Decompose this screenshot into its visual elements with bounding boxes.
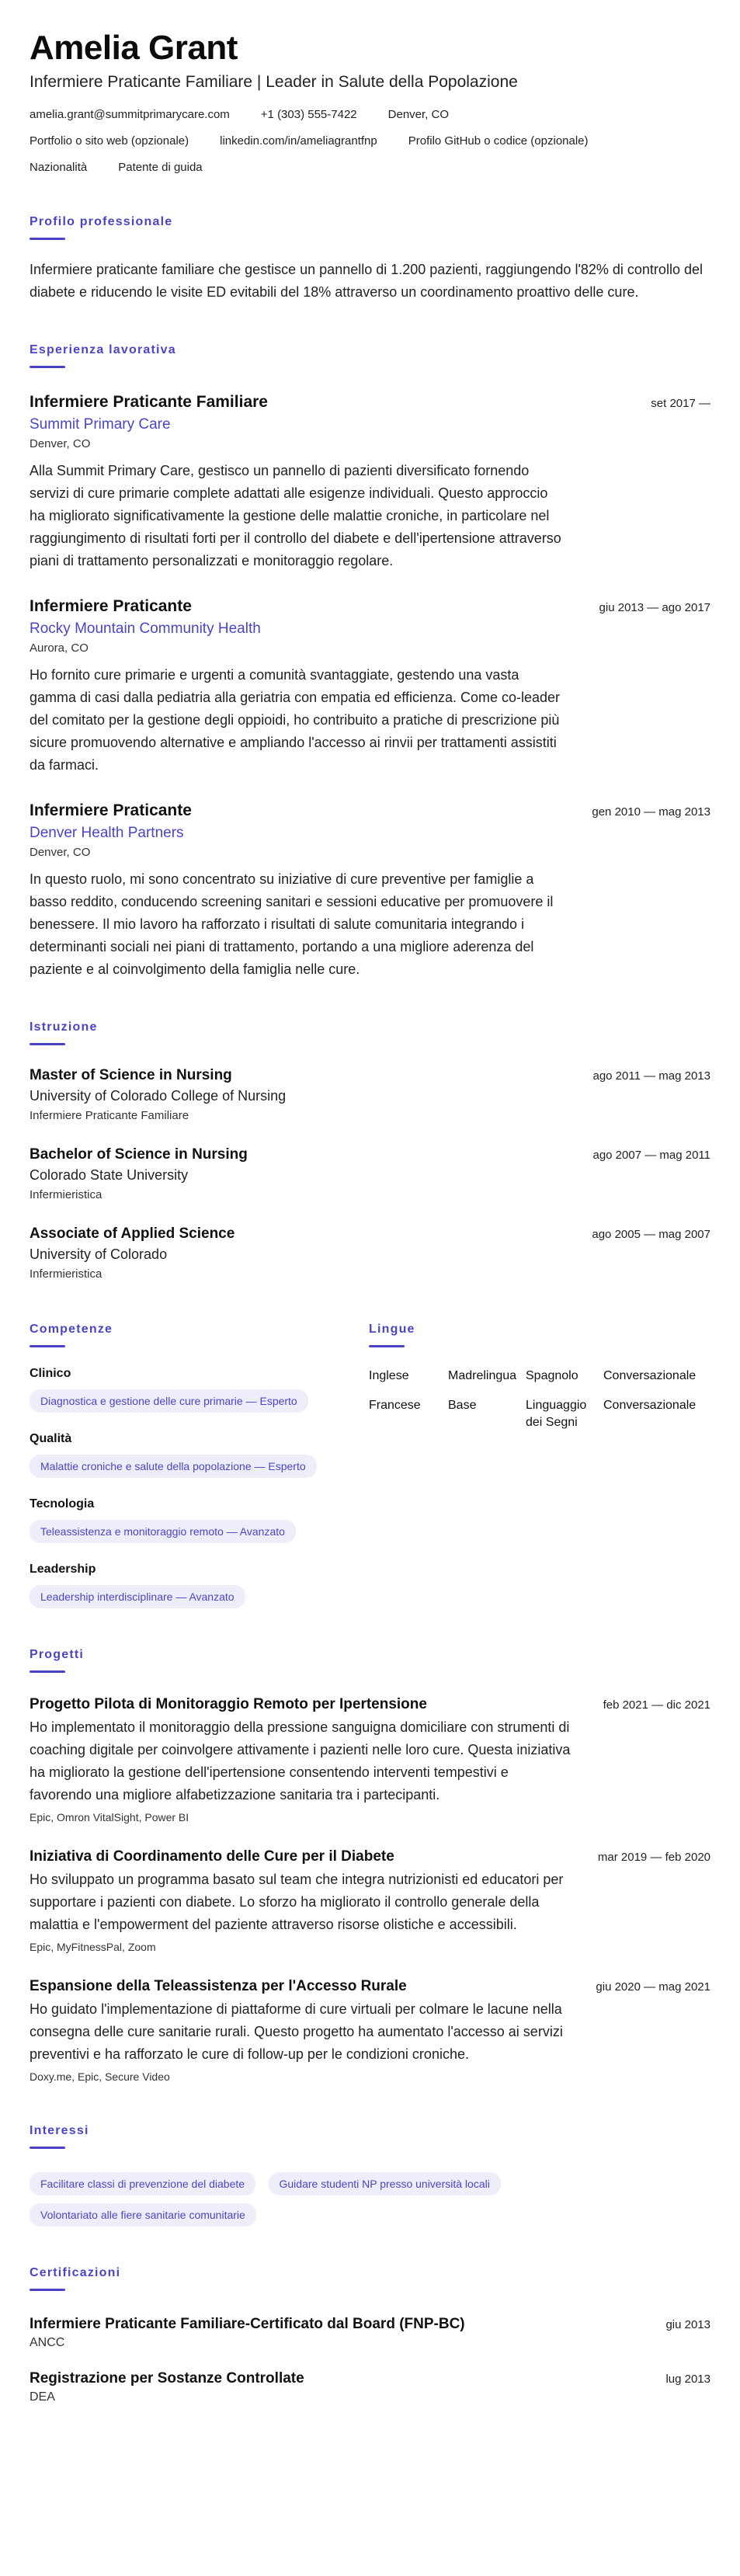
experience-section	[30, 342, 710, 981]
section-title-languages: Lingue	[369, 1323, 415, 1336]
certification-issuer: DEA	[30, 2390, 55, 2404]
education-field: Infermieristica	[30, 1188, 102, 1201]
job-company: Summit Primary Care	[30, 416, 171, 433]
contact-portfolio[interactable]: Portfolio o sito web (opzionale)	[30, 134, 189, 148]
education-school: University of Colorado	[30, 1246, 168, 1262]
section-divider	[30, 366, 65, 368]
skill-group	[30, 1497, 369, 1543]
education-degree: Bachelor of Science in Nursing	[30, 1146, 248, 1163]
section-divider	[30, 1670, 65, 1673]
job-description: In questo ruolo, mi sono concentrato su iniziative di cure preventive per famiglie a basso reddito, conducendo screening sanitari e sessioni educative per promuovere il benessere. Il mio lavoro ha rafforzato i risultati di salute comunitaria integrando i determinanti sociali nei piani di trattamento, portando a una migliore aderenza del paziente e al coinvolgimento della famiglia nelle cure.	[30, 871, 554, 977]
interests-section	[30, 2123, 710, 2227]
project-entry	[30, 1847, 710, 1955]
contact-linkedin[interactable]: linkedin.com/in/ameliagrantfnp	[220, 134, 377, 148]
project-entry	[30, 1976, 710, 2084]
skills-section	[30, 1322, 369, 1608]
education-degree: Master of Science in Nursing	[30, 1067, 232, 1083]
section-title-profile: Profilo professionale	[30, 215, 173, 228]
certification-entry	[30, 2369, 710, 2406]
profile-section	[30, 214, 710, 304]
project-title: Espansione della Teleassistenza per l'Accesso Rurale	[30, 1978, 407, 1994]
skill-pill: Leadership interdisciplinare — Avanzato	[30, 1585, 245, 1608]
profile-summary: Infermiere praticante familiare che gestisce un pannello di 1.200 pazienti, raggiungendo l'82% di controllo del diabete e riducendo le visite ED evitabili del 18% attraverso un coordinamento proattivo delle cure.	[30, 262, 703, 300]
job-description: Ho fornito cure primarie e urgenti a comunità svantaggiate, gestendo una vasta gamma di casi dalla pediatria alla geriatria con empatia ed efficienza. Come co-leader del comitato per la gestione degli oppioidi, ho contribuito a pratiche di prescrizione più sicure promuovendo alternative e ampliando l'accesso ai rinvii per trattamenti assistiti da farmaci.	[30, 667, 561, 773]
contact-location: Denver, CO	[387, 108, 450, 121]
education-date: ago 2007 — mag 2011	[592, 1149, 710, 1162]
certification-title: Infermiere Praticante Familiare-Certificato dal Board (FNP-BC)	[30, 2316, 465, 2332]
job-date: giu 2013 — ago 2017	[599, 601, 710, 614]
skill-group	[30, 1366, 369, 1413]
section-divider	[369, 1345, 405, 1347]
job-company: Rocky Mountain Community Health	[30, 621, 261, 637]
language-row	[369, 1397, 710, 1431]
section-divider	[30, 1043, 65, 1045]
contact-nationality: Nazionalità	[30, 161, 88, 174]
project-title: Progetto Pilota di Monitoraggio Remoto per Ipertensione	[30, 1696, 427, 1712]
education-degree: Associate of Applied Science	[30, 1225, 235, 1242]
skill-group	[30, 1431, 369, 1478]
job-entry	[30, 391, 710, 572]
job-company: Denver Health Partners	[30, 825, 184, 841]
education-school: University of Colorado College of Nursing	[30, 1088, 287, 1104]
job-location: Denver, CO	[30, 437, 91, 450]
education-date: ago 2005 — mag 2007	[592, 1228, 710, 1241]
project-title: Iniziativa di Coordinamento delle Cure per il Diabete	[30, 1848, 394, 1865]
section-title-certifications: Certificazioni	[30, 2266, 121, 2279]
job-date: gen 2010 — mag 2013	[592, 805, 710, 819]
section-divider	[30, 1345, 65, 1347]
section-divider	[30, 2147, 65, 2149]
language-name: Spagnolo	[526, 1369, 578, 1382]
project-description: Ho implementato il monitoraggio della pressione sanguigna domiciliare con strumenti di coaching digitale per coinvolgere attivamente i pazienti nelle loro cure. Questa iniziativa ha migliorato la gestione dell'ipertensione consentendo interventi tempestivi e favorendo una migliore alfabetizzazione sanitaria tra i partecipanti.	[30, 1719, 571, 1803]
job-entry	[30, 596, 710, 777]
project-tools: Doxy.me, Epic, Secure Video	[30, 2070, 170, 2083]
projects-section	[30, 1647, 710, 2084]
job-title: Infermiere Praticante Familiare	[30, 393, 268, 411]
education-entry	[30, 1145, 710, 1204]
job-description: Alla Summit Primary Care, gestisco un pannello di pazienti diversificato fornendo servizi di cure primarie complete adattati alle esigenze individuali. Questo approccio ha migliorato significativamente la gestione delle malattie croniche, in particolare nel raggiungimento di risultati forti per il controllo del diabete e dell'ipertensione attraverso piani di trattamento personalizzati e monitoraggio regolare.	[30, 463, 561, 568]
languages-table	[369, 1368, 710, 1431]
section-title-interests: Interessi	[30, 2124, 89, 2137]
project-tools: Epic, Omron VitalSight, Power BI	[30, 1811, 189, 1823]
section-divider	[30, 2289, 65, 2291]
skill-category: Tecnologia	[30, 1497, 95, 1510]
language-name: Francese	[369, 1399, 421, 1412]
project-entry	[30, 1695, 710, 1825]
resume-header	[30, 28, 710, 176]
contact-driving-license: Patente di guida	[118, 161, 203, 174]
contact-phone[interactable]: +1 (303) 555-7422	[260, 108, 357, 121]
skills-languages-row	[30, 1322, 710, 1608]
language-name: Inglese	[369, 1369, 409, 1382]
skill-pill: Diagnostica e gestione delle cure primarie — Esperto	[30, 1389, 308, 1413]
language-level: Madrelingua	[448, 1369, 517, 1382]
contact-row-2	[30, 134, 710, 149]
certifications-section	[30, 2265, 710, 2406]
project-description: Ho guidato l'implementazione di piattaforme di cure virtuali per colmare le lacune nella consegna delle cure sanitarie rurali. Questo progetto ha aumentato l'accesso ai servizi preventivi e ha rafforzato le cure di follow-up per le condizioni croniche.	[30, 2001, 563, 2062]
candidate-name: Amelia Grant	[30, 29, 238, 67]
certification-issuer: ANCC	[30, 2336, 65, 2349]
project-description: Ho sviluppato un programma basato sul team che integra nutrizionisti ed educatori per supportare i pazienti con diabete. Lo sforzo ha migliorato il controllo generale della malattia e l'empowerment del paziente attraverso risorse olistiche e accessibili.	[30, 1872, 564, 1932]
education-field: Infermiere Praticante Familiare	[30, 1109, 189, 1122]
section-title-experience: Esperienza lavorativa	[30, 343, 176, 356]
education-field: Infermieristica	[30, 1267, 102, 1281]
project-date: mar 2019 — feb 2020	[597, 1851, 710, 1864]
candidate-headline: Infermiere Praticante Familiare | Leader in Salute della Popolazione	[30, 73, 518, 91]
certification-date: lug 2013	[665, 2373, 710, 2386]
section-title-projects: Progetti	[30, 1648, 85, 1661]
education-entry	[30, 1224, 710, 1283]
contact-row-3	[30, 160, 710, 176]
language-row	[369, 1368, 710, 1385]
language-level: Conversazionale	[603, 1399, 697, 1412]
contact-row-1	[30, 107, 710, 123]
job-entry	[30, 800, 710, 981]
job-date: set 2017 —	[651, 397, 710, 410]
job-title: Infermiere Praticante	[30, 801, 192, 819]
contact-github[interactable]: Profilo GitHub o codice (opzionale)	[408, 134, 589, 148]
certification-title: Registrazione per Sostanze Controllate	[30, 2370, 304, 2387]
project-date: giu 2020 — mag 2021	[596, 1980, 710, 1994]
project-date: feb 2021 — dic 2021	[603, 1698, 710, 1712]
language-name: Linguaggio dei Segni	[526, 1399, 587, 1429]
skill-category: Qualità	[30, 1432, 72, 1445]
education-date: ago 2011 — mag 2013	[592, 1069, 710, 1083]
certification-date: giu 2013	[665, 2318, 710, 2331]
skill-group	[30, 1562, 369, 1608]
education-section	[30, 1020, 710, 1283]
education-entry	[30, 1066, 710, 1125]
interest-pill: Volontariato alle fiere sanitarie comunitarie	[30, 2203, 256, 2227]
interests-list	[30, 2164, 589, 2227]
section-divider	[30, 238, 65, 240]
skill-pill: Malattie croniche e salute della popolazione — Esperto	[30, 1455, 317, 1478]
skill-category: Leadership	[30, 1563, 96, 1576]
language-level: Conversazionale	[603, 1369, 697, 1382]
certification-entry	[30, 2314, 710, 2352]
languages-section	[369, 1322, 710, 1608]
job-location: Aurora, CO	[30, 641, 89, 655]
education-school: Colorado State University	[30, 1167, 189, 1183]
job-location: Denver, CO	[30, 846, 91, 859]
interest-pill: Guidare studenti NP presso università locali	[269, 2172, 501, 2195]
contact-email[interactable]: amelia.grant@summitprimarycare.com	[30, 108, 230, 121]
skill-category: Clinico	[30, 1367, 71, 1380]
skill-pill: Teleassistenza e monitoraggio remoto — Avanzato	[30, 1520, 296, 1543]
language-level: Base	[448, 1399, 477, 1412]
job-title: Infermiere Praticante	[30, 597, 192, 615]
project-tools: Epic, MyFitnessPal, Zoom	[30, 1941, 156, 1953]
section-title-education: Istruzione	[30, 1020, 98, 1034]
interest-pill: Facilitare classi di prevenzione del diabete	[30, 2172, 255, 2195]
section-title-skills: Competenze	[30, 1323, 113, 1336]
